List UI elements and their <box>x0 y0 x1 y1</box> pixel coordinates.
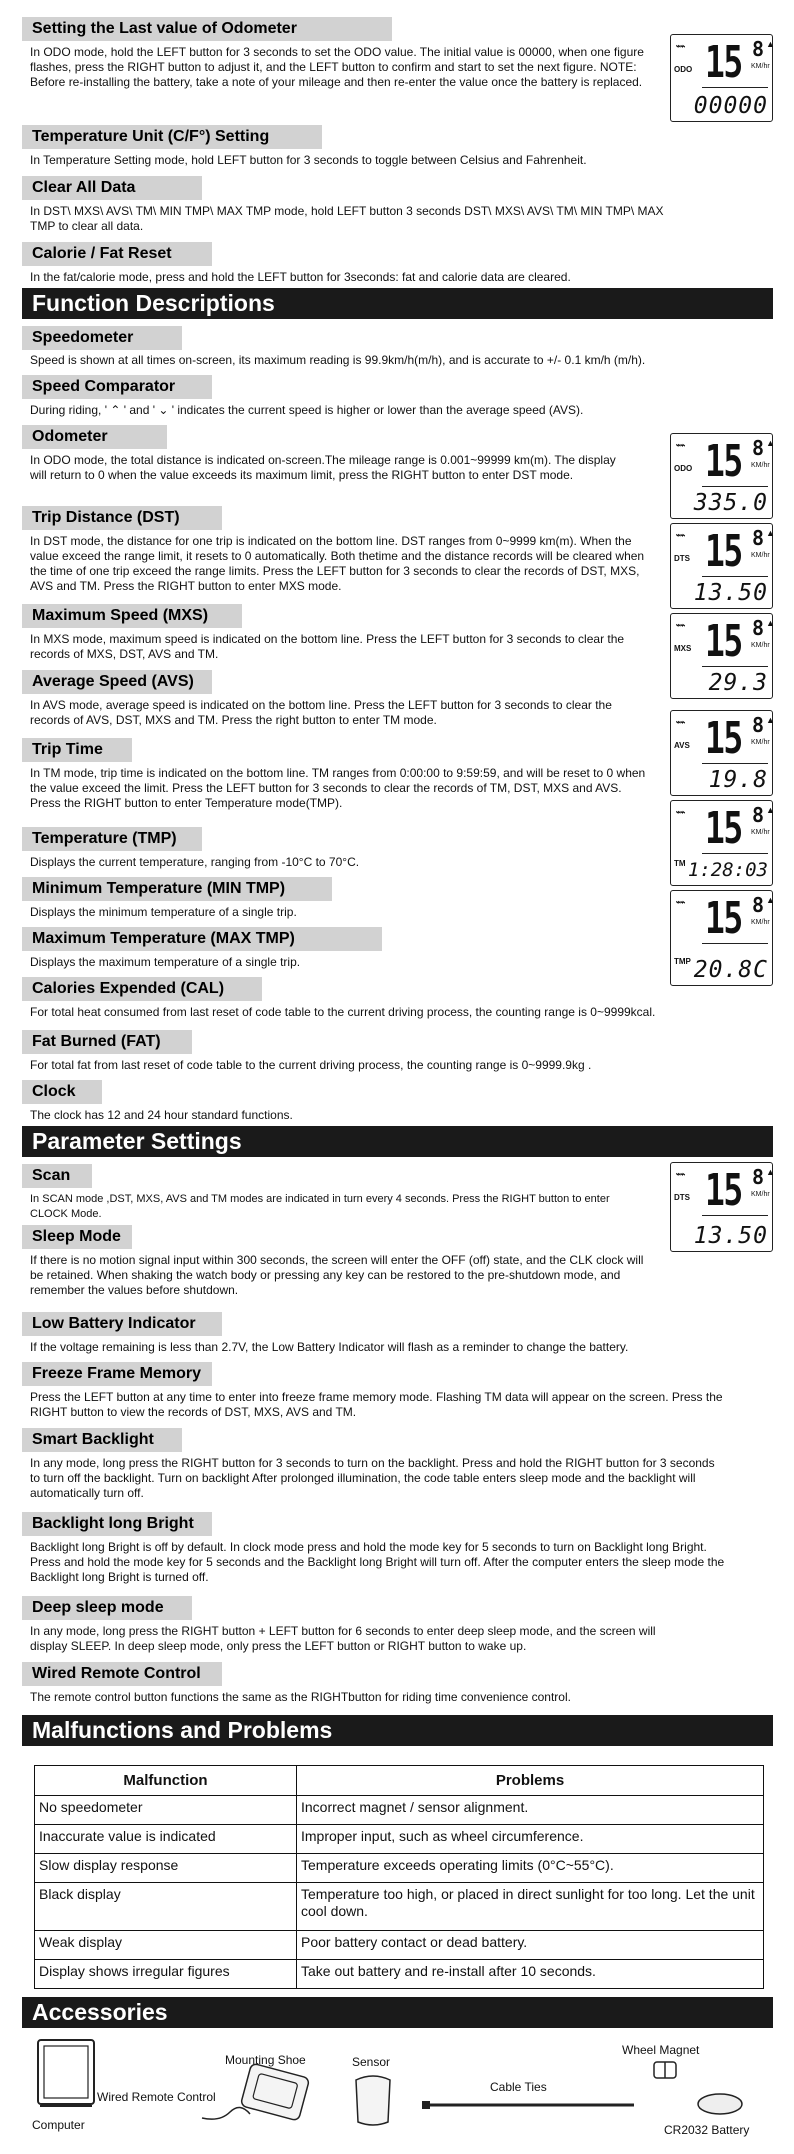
wheel-magnet-illustration <box>650 2058 680 2082</box>
lcd-display-tmp <box>670 890 773 986</box>
accessory-label-computer: Computer <box>32 2118 85 2132</box>
up-arrow-icon: ▲ <box>766 1167 775 1177</box>
lcd-value: 19.8 <box>708 767 768 793</box>
band-malfunctions: Malfunctions and Problems <box>22 1715 773 1746</box>
bike-icon: ⌁⌁ <box>675 440 684 450</box>
table-header-problems: Problems <box>297 1766 764 1796</box>
section-title-mxs: Maximum Speed (MXS) <box>22 604 242 628</box>
section-text-trip-time: In TM mode, trip time is indicated on the bottom line. TM ranges from 0:00:00 to 9:59:59, and will be reset to 0 when the value exceed the limit. Press the LEFT button for 3 seconds to clear the records of TM, DST, MXS and AVS. Press the RIGHT button to enter Temperature mode(TMP). <box>30 766 646 810</box>
accessory-label-sensor: Sensor <box>352 2055 391 2069</box>
lcd-mode-label: TM <box>674 859 686 868</box>
lcd-speed: 15 <box>705 803 742 854</box>
section-text-tmp: Displays the current temperature, ranging from -10°C to 70°C. <box>30 855 360 869</box>
lcd-speed: 15 <box>705 1165 742 1216</box>
section-text-odo-set: In ODO mode, hold the LEFT button for 3 seconds to set the ODO value. The initial value is 00000, when one figure flashes, press the RIGHT button to adjust it, and the LEFT button to confirm and start to set the next figure. NOTE: Before re-installing the battery, take a note of your mileage and then re-enter the value once the battery is replaced. <box>30 45 644 89</box>
lcd-mode-label: MXS <box>674 644 692 653</box>
lcd-speed-decimal: 8 <box>752 803 765 827</box>
section-text-speedometer: Speed is shown at all times on-screen, its maximum reading is 99.9km/h(m/h), and is accurate to +/- 0.1 km/h (m/h). <box>30 353 646 367</box>
lcd-unit: KM/hr <box>751 552 770 559</box>
table-cell: Inaccurate value is indicated <box>35 1825 297 1854</box>
section-text-remote: The remote control button functions the same as the RIGHTbutton for riding time convenience control. <box>30 1690 571 1704</box>
lcd-unit: KM/hr <box>751 829 770 836</box>
section-title-smart-backlight: Smart Backlight <box>22 1428 182 1452</box>
lcd-display-scan <box>670 1162 773 1252</box>
lcd-unit: KM/hr <box>751 919 770 926</box>
lcd-speed-decimal: 8 <box>752 1165 765 1189</box>
lcd-value: 1:28:03 <box>687 859 768 881</box>
lcd-divider <box>702 576 768 577</box>
band-accessories: Accessories <box>22 1997 773 2028</box>
lcd-speed-decimal: 8 <box>752 436 765 460</box>
bike-icon: ⌁⌁ <box>675 897 684 907</box>
band-parameter-settings: Parameter Settings <box>22 1126 773 1157</box>
lcd-unit: KM/hr <box>751 739 770 746</box>
battery-illustration <box>695 2090 745 2120</box>
section-title-scan: Scan <box>22 1164 92 1188</box>
accessory-label-magnet: Wheel Magnet <box>622 2043 700 2057</box>
section-text-scan: In SCAN mode ,DST, MXS, AVS and TM modes are indicated in turn every 4 seconds. Press the RIGHT button to enter CLOCK Mode. <box>30 1193 610 1220</box>
table-cell: Improper input, such as wheel circumference. <box>297 1825 764 1854</box>
table-cell: Incorrect magnet / sensor alignment. <box>297 1796 764 1825</box>
lcd-mode-label: DTS <box>674 1193 690 1202</box>
section-title-low-battery: Low Battery Indicator <box>22 1312 222 1336</box>
table-cell: Poor battery contact or dead battery. <box>297 1931 764 1960</box>
section-text-freeze: Press the LEFT button at any time to enter into freeze frame memory mode. Flashing TM data will appear on the screen. Press the RIGHT button to view the records of DST, MXS, AVS and TM. <box>30 1390 723 1419</box>
table-cell: Black display <box>35 1883 297 1931</box>
section-title-calorie: Calorie / Fat Reset <box>22 242 212 266</box>
lcd-value: 20.8C <box>693 957 768 983</box>
lcd-divider <box>702 1215 768 1216</box>
lcd-value: 13.50 <box>693 1223 768 1249</box>
lcd-divider <box>702 87 768 88</box>
lcd-mode-label: TMP <box>674 957 691 966</box>
up-arrow-icon: ▲ <box>766 438 775 448</box>
lcd-divider <box>702 486 768 487</box>
section-text-calorie: In the fat/calorie mode, press and hold the LEFT button for 3seconds: fat and calorie data are cleared. <box>30 270 571 284</box>
accessory-label-remote: Wired Remote Control <box>97 2090 216 2104</box>
lcd-divider <box>702 763 768 764</box>
lcd-divider <box>702 943 768 944</box>
section-text-smart-backlight: In any mode, long press the RIGHT button for 3 seconds to turn on the backlight. Press and hold the RIGHT button for 3 seconds to turn off the backlight. Turn on backlight After prolonged illumination, the code table enters sleep mode and the backlight will automatically turn off. <box>30 1456 715 1500</box>
lcd-speed: 15 <box>705 616 742 667</box>
section-title-min-tmp: Minimum Temperature (MIN TMP) <box>22 877 332 901</box>
section-title-fat: Fat Burned (FAT) <box>22 1030 192 1054</box>
table-cell: Weak display <box>35 1931 297 1960</box>
lcd-speed: 15 <box>705 436 742 487</box>
lcd-speed-decimal: 8 <box>752 713 765 737</box>
section-text-sleep: If there is no motion signal input within 300 seconds, the screen will enter the OFF (off) state, and the CLK clock will be retained. When shaking the watch body or pressing any key can be restored to the pre-shutdown mode, and remember the values before shutdown. <box>30 1253 644 1297</box>
table-cell: Temperature exceeds operating limits (0°C~55°C). <box>297 1854 764 1883</box>
table-row <box>35 1883 764 1931</box>
section-text-min-tmp: Displays the minimum temperature of a single trip. <box>30 905 297 919</box>
lcd-mode-label: DTS <box>674 554 690 563</box>
bike-icon: ⌁⌁ <box>675 620 684 630</box>
table-cell: Slow display response <box>35 1854 297 1883</box>
lcd-speed: 15 <box>705 713 742 764</box>
lcd-divider <box>702 853 768 854</box>
lcd-speed: 15 <box>705 893 742 944</box>
accessory-label-ties: Cable Ties <box>490 2080 547 2094</box>
lcd-mode-label: ODO <box>674 65 693 74</box>
bike-icon: ⌁⌁ <box>675 717 684 727</box>
lcd-speed-decimal: 8 <box>752 37 765 61</box>
lcd-unit: KM/hr <box>751 63 770 70</box>
section-text-clear: In DST\ MXS\ AVS\ TM\ MIN TMP\ MAX TMP mode, hold LEFT button 3 seconds DST\ MXS\ AVS\ TM\ MIN TMP\ MAX TMP to clear all data. <box>30 204 664 233</box>
lcd-display-avs <box>670 710 773 796</box>
up-arrow-icon: ▲ <box>766 895 775 905</box>
table-row <box>35 1854 764 1883</box>
section-text-odometer: In ODO mode, the total distance is indicated on-screen.The mileage range is 0.001~99999 km(m). The display will return to 0 when the value exceeds its maximum limit, press the RIGHT button to enter DST mode. <box>30 453 616 482</box>
section-title-remote: Wired Remote Control <box>22 1662 222 1686</box>
bike-icon: ⌁⌁ <box>675 41 684 51</box>
section-text-mxs: In MXS mode, maximum speed is indicated on the bottom line. Press the LEFT button for 3 seconds to clear the records of MXS, DST, AVS and TM. <box>30 632 625 661</box>
table-cell: Display shows irregular figures <box>35 1960 297 1989</box>
section-title-freeze: Freeze Frame Memory <box>22 1362 212 1386</box>
section-title-temp-unit: Temperature Unit (C/F°) Setting <box>22 125 322 149</box>
lcd-display-odo-initial <box>670 34 773 122</box>
lcd-mode-label: AVS <box>674 741 690 750</box>
up-arrow-icon: ▲ <box>766 39 775 49</box>
section-title-clock: Clock <box>22 1080 102 1104</box>
lcd-value: 29.3 <box>708 670 768 696</box>
lcd-unit: KM/hr <box>751 1191 770 1198</box>
section-title-odometer: Odometer <box>22 425 167 449</box>
table-row <box>35 1825 764 1854</box>
table-row <box>35 1931 764 1960</box>
lcd-speed-decimal: 8 <box>752 616 765 640</box>
lcd-divider <box>702 666 768 667</box>
band-function-descriptions: Function Descriptions <box>22 288 773 319</box>
lcd-display-dts <box>670 523 773 609</box>
bike-icon: ⌁⌁ <box>675 1169 684 1179</box>
section-title-trip-time: Trip Time <box>22 738 132 762</box>
section-text-low-battery: If the voltage remaining is less than 2.7V, the Low Battery Indicator will flash as a reminder to change the battery. <box>30 1340 629 1354</box>
section-title-deep-sleep: Deep sleep mode <box>22 1596 192 1620</box>
section-title-odo-set: Setting the Last value of Odometer <box>22 17 392 41</box>
section-title-dst: Trip Distance (DST) <box>22 506 222 530</box>
section-text-clock: The clock has 12 and 24 hour standard functions. <box>30 1108 293 1122</box>
section-title-avs: Average Speed (AVS) <box>22 670 212 694</box>
table-cell: Temperature too high, or placed in direct sunlight for too long. Let the unit cool down. <box>297 1883 764 1931</box>
section-title-sleep: Sleep Mode <box>22 1225 132 1249</box>
section-text-max-tmp: Displays the maximum temperature of a single trip. <box>30 955 301 969</box>
lcd-display-odo <box>670 433 773 519</box>
section-title-clear: Clear All Data <box>22 176 202 200</box>
section-title-speed-comparator: Speed Comparator <box>22 375 212 399</box>
sensor-illustration <box>348 2070 398 2130</box>
cable-ties-illustration <box>420 2098 640 2112</box>
accessory-label-shoe: Mounting Shoe <box>225 2053 306 2067</box>
section-text-deep-sleep: In any mode, long press the RIGHT button + LEFT button for 6 seconds to enter deep sleep mode, and the screen will display SLEEP. In deep sleep mode, only press the LEFT button or RIGHT button to wake up. <box>30 1624 656 1653</box>
up-arrow-icon: ▲ <box>766 528 775 538</box>
lcd-mode-label: ODO <box>674 464 693 473</box>
section-title-max-tmp: Maximum Temperature (MAX TMP) <box>22 927 382 951</box>
section-text-dst: In DST mode, the distance for one trip is indicated on the bottom line. DST ranges from 0~9999 km(m). When the value exceed the range limit, it resets to 0 automatically. Both thetime and the distance records will be cleared when the time of one trip exceed the range limits. Press the LEFT button for 3 seconds to clear the records of DST, MXS, AVS and TM. Press the RIGHT button to enter MXS mode. <box>30 534 645 593</box>
section-title-cal: Calories Expended (CAL) <box>22 977 262 1001</box>
section-text-temp-unit: In Temperature Setting mode, hold LEFT button for 3 seconds to toggle between Celsius and Fahrenheit. <box>30 153 587 167</box>
section-title-tmp: Temperature (TMP) <box>22 827 202 851</box>
lcd-value: 335.0 <box>693 490 768 516</box>
section-text-fat: For total fat from last reset of code table to the current driving process, the counting range is 0~9999.9kg . <box>30 1058 592 1072</box>
lcd-unit: KM/hr <box>751 462 770 469</box>
section-title-backlight-long: Backlight long Bright <box>22 1512 212 1536</box>
lcd-speed-decimal: 8 <box>752 893 765 917</box>
lcd-speed-decimal: 8 <box>752 526 765 550</box>
bike-icon: ⌁⌁ <box>675 530 684 540</box>
up-arrow-icon: ▲ <box>766 618 775 628</box>
table-cell: No speedometer <box>35 1796 297 1825</box>
lcd-speed: 15 <box>705 526 742 577</box>
table-header-malfunction: Malfunction <box>35 1766 297 1796</box>
lcd-value: 00000 <box>693 93 768 119</box>
lcd-display-mxs <box>670 613 773 699</box>
computer-illustration <box>30 2036 110 2116</box>
section-title-speedometer: Speedometer <box>22 326 182 350</box>
accessory-label-battery: CR2032 Battery <box>664 2123 750 2137</box>
section-text-speed-comparator: During riding, ' ⌃ ' and ' ⌄ ' indicates the current speed is higher or lower than the average speed (AVS). <box>30 403 584 417</box>
table-row <box>35 1960 764 1989</box>
lcd-unit: KM/hr <box>751 642 770 649</box>
table-row <box>35 1796 764 1825</box>
malfunction-table <box>34 1765 764 1989</box>
lcd-speed: 15 <box>705 37 742 88</box>
up-arrow-icon: ▲ <box>766 805 775 815</box>
section-text-avs: In AVS mode, average speed is indicated on the bottom line. Press the LEFT button for 3 seconds to clear the records of AVS, DST, MXS and TM. Press the right button to enter TM mode. <box>30 698 612 727</box>
section-text-cal: For total heat consumed from last reset of code table to the current driving process, the counting range is 0~9999kcal. <box>30 1005 656 1019</box>
lcd-display-tm <box>670 800 773 886</box>
mounting-shoe-illustration <box>200 2060 320 2132</box>
table-cell: Take out battery and re-install after 10 seconds. <box>297 1960 764 1989</box>
up-arrow-icon: ▲ <box>766 715 775 725</box>
section-text-backlight-long: Backlight long Bright is off by default. In clock mode press and hold the mode key for 5 seconds to turn on Backlight long Bright. Press and hold the mode key for 5 seconds and the Backlight long Bright will turn off. After the computer enters the sleep mode the Backlight long Bright is turned off. <box>30 1540 725 1584</box>
bike-icon: ⌁⌁ <box>675 807 684 817</box>
lcd-value: 13.50 <box>693 580 768 606</box>
